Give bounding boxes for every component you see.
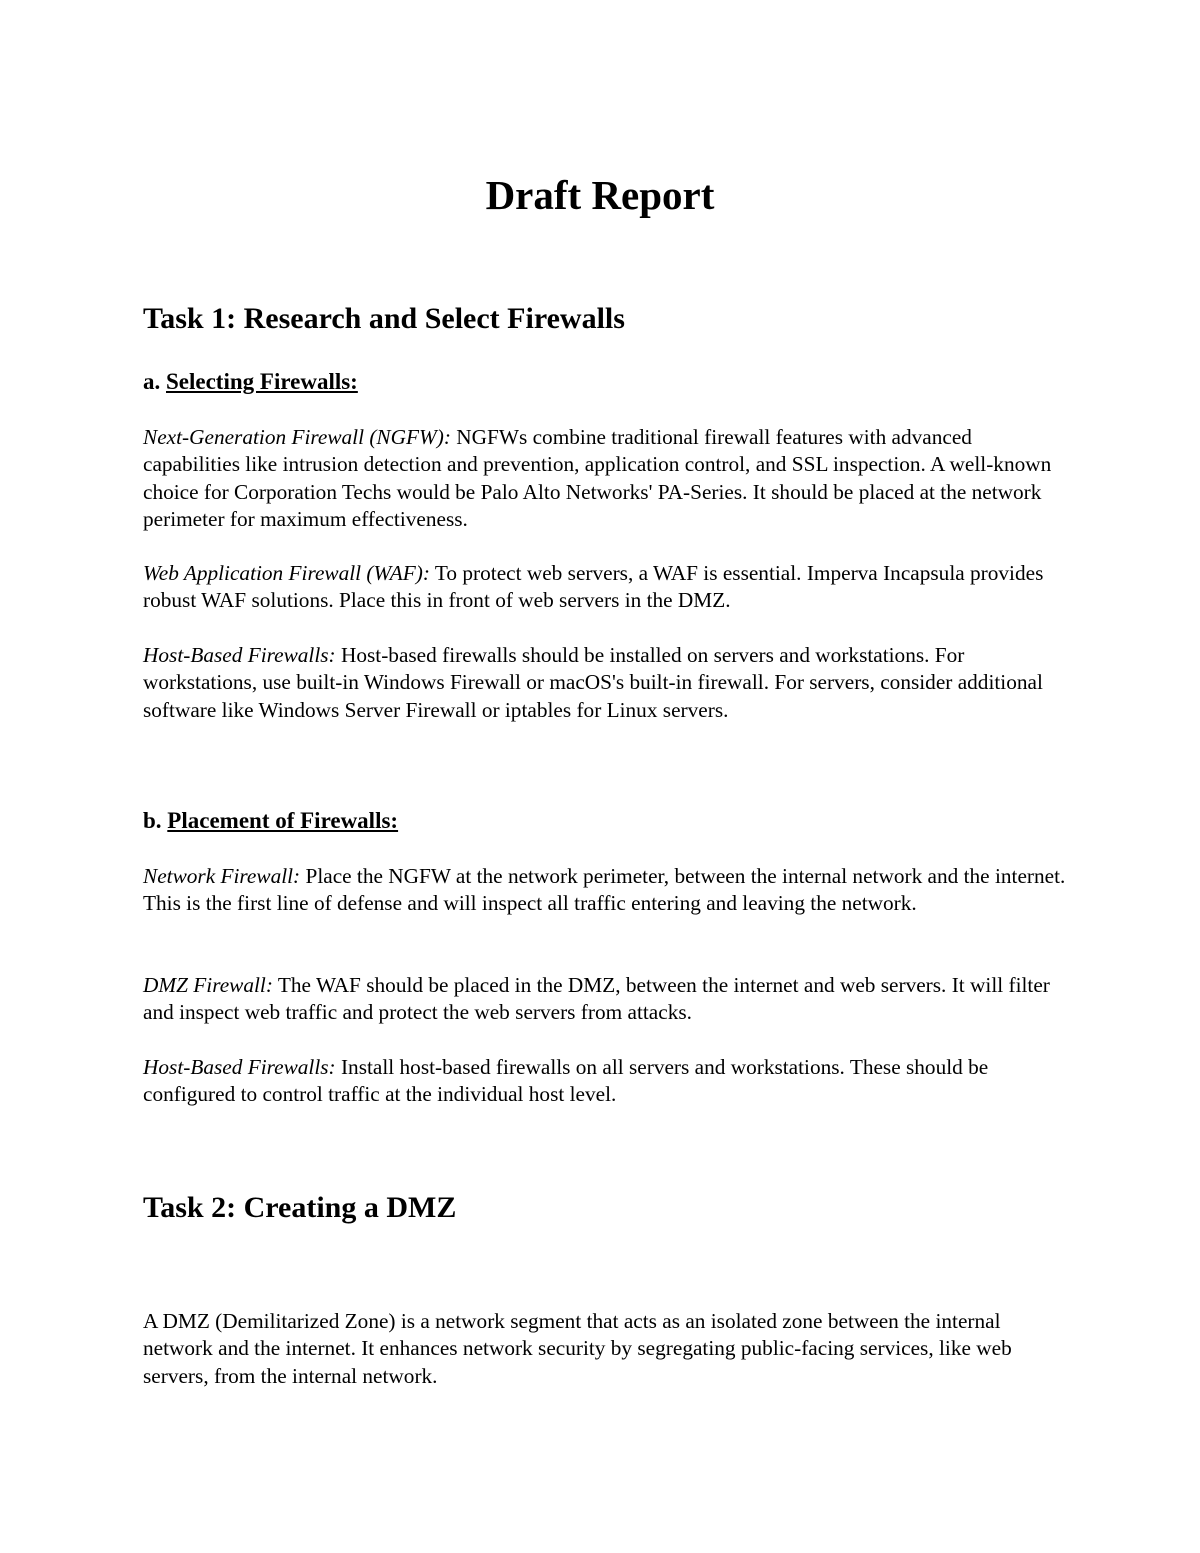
section-b-heading xyxy=(143,807,398,835)
waf-term: Web Application Firewall (WAF): xyxy=(143,561,430,585)
task1-heading: Task 1: Research and Select Firewalls xyxy=(143,302,625,335)
dmz-firewall-text: The WAF should be placed in the DMZ, between the internet and web servers. It will filter and inspect web traffic and protect the web servers from attacks. xyxy=(143,973,1050,1025)
network-firewall-paragraph xyxy=(143,863,1068,918)
section-b-label: Placement of Firewalls: xyxy=(167,808,399,833)
section-b-prefix: b. xyxy=(143,808,168,833)
network-firewall-text: Place the NGFW at the network perimeter, between the internal network and the internet. This is the first line of defense and will inspect all traffic entering and leaving the network. xyxy=(143,864,1066,916)
host-based-paragraph xyxy=(143,642,1068,724)
task2-heading: Task 2: Creating a DMZ xyxy=(143,1191,457,1224)
host-based-term: Host-Based Firewalls: xyxy=(143,643,336,667)
dmz-firewall-paragraph xyxy=(143,972,1068,1027)
host-based-text: Host-based firewalls should be installed on servers and workstations. For workstations, use built-in Windows Firewall or macOS's built-in firewall. For servers, consider additional software like Windows Server Firewall or iptables for Linux servers. xyxy=(143,643,1043,722)
ngfw-text: NGFWs combine traditional firewall features with advanced capabilities like intrusion detection and prevention, application control, and SSL inspection. A well-known choice for Corporation Techs would be Palo Alto Networks' PA-Series. It should be placed at the network perimeter for maximum effectiveness. xyxy=(143,425,1052,531)
waf-paragraph xyxy=(143,560,1068,615)
dmz-firewall-term: DMZ Firewall: xyxy=(143,973,273,997)
section-a-heading xyxy=(143,368,358,396)
section-a-label: Selecting Firewalls: xyxy=(166,369,358,394)
ngfw-term: Next-Generation Firewall (NGFW): xyxy=(143,425,451,449)
section-a-prefix: a. xyxy=(143,369,166,394)
dmz-definition-paragraph: A DMZ (Demilitarized Zone) is a network segment that acts as an isolated zone between the internal network and the internet. It enhances network security by segregating public-facing services, like web servers, from the internal network. xyxy=(143,1309,1012,1388)
waf-text: To protect web servers, a WAF is essential. Imperva Incapsula provides robust WAF solutions. Place this in front of web servers in the DMZ. xyxy=(143,561,1044,613)
document-title: Draft Report xyxy=(485,172,715,218)
host-based-placement-text: Install host-based firewalls on all servers and workstations. These should be configured to control traffic at the individual host level. xyxy=(143,1055,989,1107)
ngfw-paragraph xyxy=(143,424,1068,533)
network-firewall-term: Network Firewall: xyxy=(143,864,301,888)
host-based-placement-paragraph xyxy=(143,1054,1068,1109)
host-based-placement-term: Host-Based Firewalls: xyxy=(143,1055,336,1079)
